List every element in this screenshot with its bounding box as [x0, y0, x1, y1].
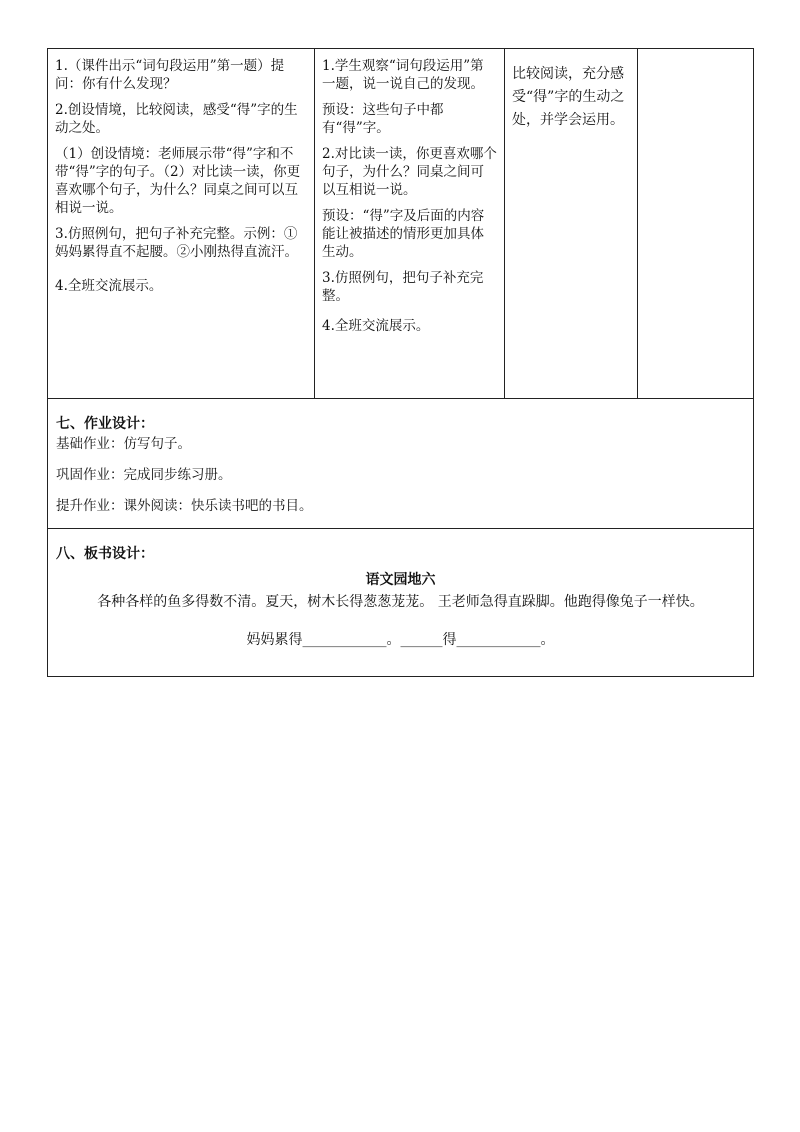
design-intent-text: 比较阅读，充分感受“得”字的生动之处，并学会运用。	[512, 66, 625, 128]
board-example-sentences: 各种各样的鱼多得数不清。夏天，树木长得葱葱茏茏。 王老师急得直跺脚。他跑得像兔子一样快。	[97, 594, 704, 610]
student-step-3: 3.仿照例句，把句子补充完整。	[322, 270, 484, 304]
teacher-activity-cell	[48, 49, 315, 399]
design-intent-cell	[505, 49, 638, 399]
teacher-step-2: 2.创设情境，比较阅读，感受“得”字的生动之处。	[55, 102, 298, 136]
homework-consolidate: 巩固作业：完成同步练习册。	[56, 467, 232, 483]
empty-cell	[638, 49, 754, 399]
board-row	[48, 529, 754, 677]
homework-cell	[48, 399, 754, 529]
student-step-1: 1.学生观察“词句段运用”第一题，说一说自己的发现。	[322, 58, 484, 92]
teacher-step-2-detail: （1）创设情境：老师展示带“得”字和不带“得”字的句子。（2）对比读一读，你更喜欢哪个句子，为什么？同桌之间可以互相说一说。	[55, 146, 301, 216]
board-heading: 八、板书设计：	[56, 546, 154, 562]
teacher-step-1: 1.（课件出示“词句段运用”第一题）提问：你有什么发现？	[55, 58, 285, 92]
activity-row	[48, 49, 754, 399]
lesson-plan-table	[47, 48, 754, 677]
homework-heading: 七、作业设计：	[56, 416, 154, 432]
teacher-step-4: 4.全班交流展示。	[55, 278, 163, 294]
student-prediction-2: 预设：“得”字及后面的内容能让被描述的情形更加具体生动。	[322, 208, 485, 260]
board-cell	[48, 529, 754, 677]
homework-row	[48, 399, 754, 529]
student-activity-cell	[315, 49, 505, 399]
homework-basic: 基础作业：仿写句子。	[56, 436, 191, 452]
homework-advanced: 提升作业：课外阅读：快乐读书吧的书目。	[56, 498, 313, 514]
board-fill-in-line: 妈妈累得____________。______得____________。	[246, 632, 555, 648]
student-step-4: 4.全班交流展示。	[322, 318, 430, 334]
lesson-plan-page	[47, 48, 753, 677]
student-prediction-1: 预设：这些句子中都有“得”字。	[322, 102, 444, 136]
student-step-2: 2.对比读一读，你更喜欢哪个句子，为什么？同桌之间可以互相说一说。	[322, 146, 497, 198]
board-title: 语文园地六	[365, 572, 436, 588]
teacher-step-3: 3.仿照例句，把句子补充完整。示例：①妈妈累得直不起腰。②小刚热得直流汗。	[55, 226, 298, 260]
